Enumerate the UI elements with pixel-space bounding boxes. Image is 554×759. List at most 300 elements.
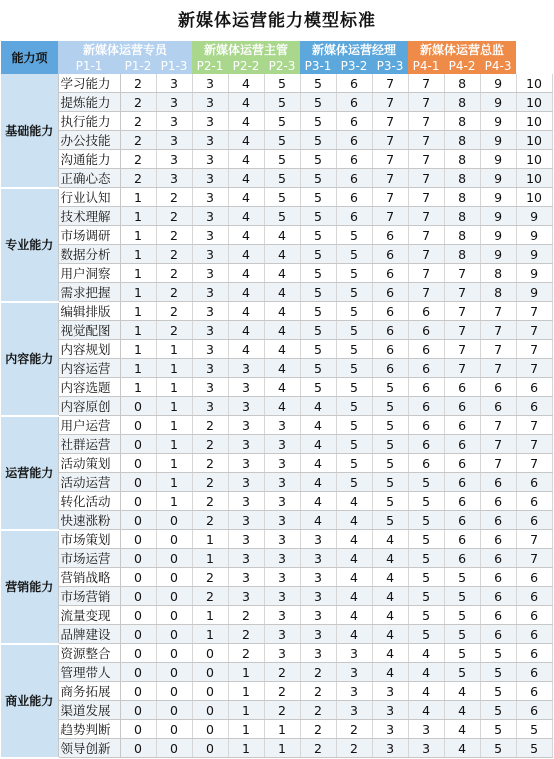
score-cell: 4 bbox=[264, 283, 300, 302]
score-cell: 5 bbox=[480, 663, 516, 682]
score-cell: 3 bbox=[192, 93, 228, 112]
score-cell: 6 bbox=[480, 378, 516, 397]
table-row bbox=[1, 169, 552, 188]
score-cell: 3 bbox=[228, 473, 264, 492]
score-cell: 4 bbox=[228, 93, 264, 112]
score-cell: 3 bbox=[192, 378, 228, 397]
score-cell: 2 bbox=[120, 74, 156, 93]
score-cell: 3 bbox=[192, 207, 228, 226]
score-cell: 3 bbox=[300, 530, 336, 549]
category-label: 专业能力 bbox=[1, 188, 58, 302]
score-cell: 3 bbox=[192, 264, 228, 283]
level-header: 新媒体运营专员 bbox=[58, 41, 192, 58]
score-cell: 10 bbox=[516, 188, 552, 207]
score-cell: 5 bbox=[300, 302, 336, 321]
level-code: P4-1 bbox=[408, 58, 444, 74]
score-cell: 3 bbox=[300, 587, 336, 606]
score-cell: 3 bbox=[156, 169, 192, 188]
level-code: P3-2 bbox=[336, 58, 372, 74]
score-cell: 0 bbox=[120, 397, 156, 416]
score-cell: 5 bbox=[444, 587, 480, 606]
table-row bbox=[1, 359, 552, 378]
score-cell: 2 bbox=[264, 701, 300, 720]
ability-item: 市场运营 bbox=[58, 549, 120, 568]
table-row bbox=[1, 302, 552, 321]
score-cell: 7 bbox=[444, 283, 480, 302]
ability-item: 用户运营 bbox=[58, 416, 120, 435]
table-row bbox=[1, 131, 552, 150]
score-cell: 1 bbox=[120, 283, 156, 302]
score-cell: 4 bbox=[336, 568, 372, 587]
score-cell: 5 bbox=[300, 207, 336, 226]
score-cell: 7 bbox=[408, 188, 444, 207]
score-cell: 6 bbox=[516, 682, 552, 701]
table-row bbox=[1, 378, 552, 397]
score-cell: 0 bbox=[156, 549, 192, 568]
score-cell: 3 bbox=[264, 530, 300, 549]
score-cell: 5 bbox=[336, 435, 372, 454]
score-cell: 3 bbox=[264, 625, 300, 644]
table-row bbox=[1, 207, 552, 226]
ability-item: 市场策划 bbox=[58, 530, 120, 549]
score-cell: 5 bbox=[300, 150, 336, 169]
score-cell: 2 bbox=[192, 435, 228, 454]
score-cell: 6 bbox=[336, 112, 372, 131]
score-cell: 7 bbox=[480, 435, 516, 454]
score-cell: 4 bbox=[408, 663, 444, 682]
score-cell: 7 bbox=[516, 359, 552, 378]
score-cell: 9 bbox=[516, 264, 552, 283]
score-cell: 3 bbox=[336, 682, 372, 701]
score-cell: 5 bbox=[480, 644, 516, 663]
ability-item: 市场营销 bbox=[58, 587, 120, 606]
score-cell: 1 bbox=[120, 378, 156, 397]
score-cell: 2 bbox=[192, 454, 228, 473]
score-cell: 7 bbox=[444, 340, 480, 359]
score-cell: 4 bbox=[264, 302, 300, 321]
score-cell: 5 bbox=[264, 169, 300, 188]
score-cell: 5 bbox=[264, 207, 300, 226]
score-cell: 4 bbox=[300, 473, 336, 492]
score-cell: 5 bbox=[336, 397, 372, 416]
score-cell: 6 bbox=[408, 397, 444, 416]
table-row bbox=[1, 321, 552, 340]
score-cell: 1 bbox=[156, 473, 192, 492]
score-cell: 1 bbox=[156, 435, 192, 454]
ability-item: 管理带人 bbox=[58, 663, 120, 682]
score-cell: 3 bbox=[228, 397, 264, 416]
score-cell: 3 bbox=[156, 93, 192, 112]
table-row bbox=[1, 226, 552, 245]
score-cell: 3 bbox=[192, 397, 228, 416]
score-cell: 7 bbox=[444, 302, 480, 321]
score-cell: 8 bbox=[444, 74, 480, 93]
ability-item: 需求把握 bbox=[58, 283, 120, 302]
score-cell: 6 bbox=[516, 397, 552, 416]
score-cell: 2 bbox=[156, 321, 192, 340]
score-cell: 4 bbox=[444, 701, 480, 720]
score-cell: 4 bbox=[228, 245, 264, 264]
score-cell: 7 bbox=[372, 74, 408, 93]
score-cell: 3 bbox=[228, 530, 264, 549]
score-cell: 1 bbox=[120, 340, 156, 359]
score-cell: 3 bbox=[192, 112, 228, 131]
score-cell: 2 bbox=[300, 663, 336, 682]
score-cell: 3 bbox=[264, 454, 300, 473]
score-cell: 0 bbox=[192, 720, 228, 739]
table-row bbox=[1, 739, 552, 758]
score-cell: 4 bbox=[228, 188, 264, 207]
ability-item: 沟通能力 bbox=[58, 150, 120, 169]
score-cell: 2 bbox=[120, 169, 156, 188]
score-cell: 2 bbox=[192, 587, 228, 606]
score-cell: 4 bbox=[264, 226, 300, 245]
score-cell: 0 bbox=[156, 739, 192, 758]
score-cell: 0 bbox=[120, 587, 156, 606]
score-cell: 6 bbox=[516, 701, 552, 720]
table-row bbox=[1, 530, 552, 549]
score-cell: 7 bbox=[408, 93, 444, 112]
score-cell: 5 bbox=[300, 112, 336, 131]
score-cell: 2 bbox=[120, 150, 156, 169]
score-cell: 3 bbox=[300, 644, 336, 663]
score-cell: 2 bbox=[300, 682, 336, 701]
score-cell: 6 bbox=[480, 587, 516, 606]
score-cell: 1 bbox=[156, 416, 192, 435]
score-cell: 6 bbox=[516, 511, 552, 530]
level-code: P4-2 bbox=[444, 58, 480, 74]
score-cell: 3 bbox=[300, 606, 336, 625]
score-cell: 5 bbox=[336, 264, 372, 283]
score-cell: 3 bbox=[372, 720, 408, 739]
score-cell: 3 bbox=[156, 150, 192, 169]
score-cell: 6 bbox=[336, 188, 372, 207]
score-cell: 6 bbox=[480, 568, 516, 587]
score-cell: 6 bbox=[480, 530, 516, 549]
score-cell: 5 bbox=[480, 739, 516, 758]
score-cell: 1 bbox=[120, 321, 156, 340]
score-cell: 2 bbox=[264, 663, 300, 682]
score-cell: 6 bbox=[336, 150, 372, 169]
score-cell: 5 bbox=[444, 625, 480, 644]
score-cell: 3 bbox=[192, 226, 228, 245]
score-cell: 1 bbox=[228, 720, 264, 739]
score-cell: 8 bbox=[480, 264, 516, 283]
score-cell: 6 bbox=[336, 93, 372, 112]
level-code: P1-1 bbox=[58, 58, 120, 74]
score-cell: 5 bbox=[264, 131, 300, 150]
score-cell: 0 bbox=[156, 568, 192, 587]
score-cell: 6 bbox=[336, 131, 372, 150]
score-cell: 2 bbox=[120, 131, 156, 150]
score-cell: 2 bbox=[336, 739, 372, 758]
table-row bbox=[1, 74, 552, 93]
table-row bbox=[1, 492, 552, 511]
score-cell: 5 bbox=[408, 587, 444, 606]
score-cell: 3 bbox=[372, 701, 408, 720]
score-cell: 6 bbox=[444, 530, 480, 549]
score-cell: 6 bbox=[480, 511, 516, 530]
score-cell: 10 bbox=[516, 150, 552, 169]
score-cell: 5 bbox=[264, 150, 300, 169]
ability-item: 正确心态 bbox=[58, 169, 120, 188]
score-cell: 2 bbox=[156, 264, 192, 283]
ability-item: 办公技能 bbox=[58, 131, 120, 150]
table-row bbox=[1, 283, 552, 302]
level-code: P4-3 bbox=[480, 58, 516, 74]
score-cell: 3 bbox=[228, 454, 264, 473]
score-cell: 0 bbox=[120, 530, 156, 549]
table-row bbox=[1, 568, 552, 587]
score-cell: 1 bbox=[120, 207, 156, 226]
score-cell: 0 bbox=[156, 663, 192, 682]
score-cell: 2 bbox=[192, 416, 228, 435]
score-cell: 5 bbox=[300, 169, 336, 188]
page-title: 新媒体运营能力模型标准 bbox=[178, 11, 376, 31]
score-cell: 4 bbox=[228, 112, 264, 131]
score-cell: 1 bbox=[192, 606, 228, 625]
score-cell: 4 bbox=[228, 264, 264, 283]
ability-item: 趋势判断 bbox=[58, 720, 120, 739]
score-cell: 5 bbox=[408, 549, 444, 568]
score-cell: 8 bbox=[444, 188, 480, 207]
score-cell: 2 bbox=[192, 511, 228, 530]
score-cell: 3 bbox=[228, 416, 264, 435]
table-row bbox=[1, 473, 552, 492]
score-cell: 6 bbox=[516, 568, 552, 587]
score-cell: 4 bbox=[372, 568, 408, 587]
score-cell: 6 bbox=[444, 473, 480, 492]
score-cell: 5 bbox=[372, 454, 408, 473]
score-cell: 4 bbox=[372, 625, 408, 644]
score-cell: 4 bbox=[300, 511, 336, 530]
score-cell: 7 bbox=[480, 359, 516, 378]
score-cell: 0 bbox=[156, 511, 192, 530]
table-body bbox=[1, 74, 552, 758]
score-cell: 7 bbox=[444, 359, 480, 378]
score-cell: 3 bbox=[264, 644, 300, 663]
score-cell: 0 bbox=[120, 416, 156, 435]
score-cell: 3 bbox=[300, 549, 336, 568]
score-cell: 6 bbox=[516, 644, 552, 663]
ability-item: 用户洞察 bbox=[58, 264, 120, 283]
score-cell: 5 bbox=[372, 397, 408, 416]
level-code: P2-1 bbox=[192, 58, 228, 74]
score-cell: 7 bbox=[372, 93, 408, 112]
score-cell: 10 bbox=[516, 74, 552, 93]
score-cell: 2 bbox=[192, 473, 228, 492]
score-cell: 1 bbox=[120, 226, 156, 245]
score-cell: 3 bbox=[228, 511, 264, 530]
score-cell: 0 bbox=[192, 644, 228, 663]
score-cell: 4 bbox=[228, 131, 264, 150]
score-cell: 6 bbox=[408, 378, 444, 397]
score-cell: 3 bbox=[372, 682, 408, 701]
score-cell: 7 bbox=[408, 131, 444, 150]
score-cell: 6 bbox=[444, 511, 480, 530]
table-row bbox=[1, 606, 552, 625]
score-cell: 4 bbox=[372, 606, 408, 625]
score-cell: 1 bbox=[120, 359, 156, 378]
level-code: P2-3 bbox=[264, 58, 300, 74]
score-cell: 5 bbox=[408, 492, 444, 511]
score-cell: 3 bbox=[192, 131, 228, 150]
table-row bbox=[1, 150, 552, 169]
score-cell: 1 bbox=[156, 340, 192, 359]
score-cell: 3 bbox=[264, 606, 300, 625]
score-cell: 7 bbox=[444, 264, 480, 283]
score-cell: 6 bbox=[372, 359, 408, 378]
score-cell: 5 bbox=[480, 701, 516, 720]
score-cell: 6 bbox=[444, 378, 480, 397]
score-cell: 4 bbox=[300, 492, 336, 511]
score-cell: 0 bbox=[120, 720, 156, 739]
score-cell: 3 bbox=[156, 112, 192, 131]
score-cell: 9 bbox=[480, 245, 516, 264]
score-cell: 1 bbox=[156, 492, 192, 511]
ability-model-table bbox=[1, 41, 553, 759]
score-cell: 2 bbox=[336, 720, 372, 739]
score-cell: 0 bbox=[120, 549, 156, 568]
score-cell: 0 bbox=[156, 644, 192, 663]
score-cell: 3 bbox=[408, 739, 444, 758]
score-cell: 7 bbox=[516, 435, 552, 454]
ability-item: 内容规划 bbox=[58, 340, 120, 359]
score-cell: 1 bbox=[228, 663, 264, 682]
level-code: P2-2 bbox=[228, 58, 264, 74]
score-cell: 7 bbox=[444, 321, 480, 340]
score-cell: 6 bbox=[372, 264, 408, 283]
score-cell: 7 bbox=[372, 112, 408, 131]
score-cell: 1 bbox=[156, 454, 192, 473]
score-cell: 6 bbox=[444, 397, 480, 416]
score-cell: 3 bbox=[336, 701, 372, 720]
score-cell: 7 bbox=[480, 416, 516, 435]
table-row bbox=[1, 397, 552, 416]
score-cell: 3 bbox=[192, 283, 228, 302]
score-cell: 4 bbox=[336, 530, 372, 549]
level-code: P3-3 bbox=[372, 58, 408, 74]
score-cell: 5 bbox=[372, 435, 408, 454]
ability-item: 营销战略 bbox=[58, 568, 120, 587]
score-cell: 5 bbox=[408, 568, 444, 587]
score-cell: 5 bbox=[264, 93, 300, 112]
score-cell: 6 bbox=[480, 473, 516, 492]
score-cell: 7 bbox=[408, 226, 444, 245]
score-cell: 7 bbox=[372, 169, 408, 188]
score-cell: 6 bbox=[408, 416, 444, 435]
score-cell: 5 bbox=[444, 568, 480, 587]
score-cell: 2 bbox=[156, 245, 192, 264]
score-cell: 5 bbox=[300, 359, 336, 378]
ability-item: 学习能力 bbox=[58, 74, 120, 93]
score-cell: 6 bbox=[336, 207, 372, 226]
table-row bbox=[1, 663, 552, 682]
score-cell: 5 bbox=[336, 245, 372, 264]
level-header: 新媒体运营主管 bbox=[192, 41, 300, 58]
score-cell: 3 bbox=[192, 188, 228, 207]
ability-item: 内容选题 bbox=[58, 378, 120, 397]
score-cell: 1 bbox=[120, 245, 156, 264]
score-cell: 5 bbox=[300, 131, 336, 150]
level-code: P3-1 bbox=[300, 58, 336, 74]
score-cell: 4 bbox=[264, 340, 300, 359]
score-cell: 0 bbox=[156, 682, 192, 701]
table-row bbox=[1, 587, 552, 606]
score-cell: 5 bbox=[372, 473, 408, 492]
table-row bbox=[1, 682, 552, 701]
ability-item: 流量变现 bbox=[58, 606, 120, 625]
score-cell: 7 bbox=[516, 530, 552, 549]
table-row bbox=[1, 340, 552, 359]
score-cell: 7 bbox=[516, 302, 552, 321]
score-cell: 6 bbox=[372, 283, 408, 302]
score-cell: 6 bbox=[372, 302, 408, 321]
ability-item: 渠道发展 bbox=[58, 701, 120, 720]
score-cell: 5 bbox=[300, 226, 336, 245]
ability-item: 数据分析 bbox=[58, 245, 120, 264]
level-header: 新媒体运营经理 bbox=[300, 41, 408, 58]
score-cell: 1 bbox=[192, 625, 228, 644]
score-cell: 5 bbox=[516, 739, 552, 758]
score-cell: 10 bbox=[516, 112, 552, 131]
score-cell: 4 bbox=[408, 701, 444, 720]
score-cell: 6 bbox=[408, 302, 444, 321]
score-cell: 6 bbox=[516, 473, 552, 492]
score-cell: 0 bbox=[192, 682, 228, 701]
score-cell: 1 bbox=[228, 682, 264, 701]
score-cell: 4 bbox=[408, 644, 444, 663]
score-cell: 6 bbox=[444, 435, 480, 454]
table-row bbox=[1, 644, 552, 663]
score-cell: 0 bbox=[120, 473, 156, 492]
score-cell: 7 bbox=[480, 302, 516, 321]
score-cell: 6 bbox=[516, 606, 552, 625]
score-cell: 6 bbox=[480, 606, 516, 625]
score-cell: 5 bbox=[408, 473, 444, 492]
table-row bbox=[1, 245, 552, 264]
table-row bbox=[1, 112, 552, 131]
score-cell: 0 bbox=[192, 701, 228, 720]
score-cell: 4 bbox=[336, 606, 372, 625]
score-cell: 4 bbox=[264, 359, 300, 378]
score-cell: 3 bbox=[192, 359, 228, 378]
score-cell: 5 bbox=[336, 416, 372, 435]
score-cell: 5 bbox=[336, 473, 372, 492]
score-cell: 8 bbox=[444, 150, 480, 169]
score-cell: 5 bbox=[516, 720, 552, 739]
score-cell: 3 bbox=[192, 245, 228, 264]
score-cell: 5 bbox=[300, 264, 336, 283]
category-label: 营销能力 bbox=[1, 530, 58, 644]
score-cell: 5 bbox=[408, 606, 444, 625]
score-cell: 7 bbox=[516, 321, 552, 340]
score-cell: 5 bbox=[300, 321, 336, 340]
table-row bbox=[1, 264, 552, 283]
score-cell: 5 bbox=[300, 93, 336, 112]
score-cell: 4 bbox=[228, 283, 264, 302]
table-row bbox=[1, 625, 552, 644]
score-cell: 9 bbox=[480, 112, 516, 131]
score-cell: 2 bbox=[300, 739, 336, 758]
score-cell: 4 bbox=[444, 682, 480, 701]
score-cell: 3 bbox=[336, 663, 372, 682]
ability-item: 活动策划 bbox=[58, 454, 120, 473]
score-cell: 9 bbox=[516, 226, 552, 245]
score-cell: 4 bbox=[372, 644, 408, 663]
score-cell: 6 bbox=[444, 492, 480, 511]
score-cell: 6 bbox=[516, 492, 552, 511]
